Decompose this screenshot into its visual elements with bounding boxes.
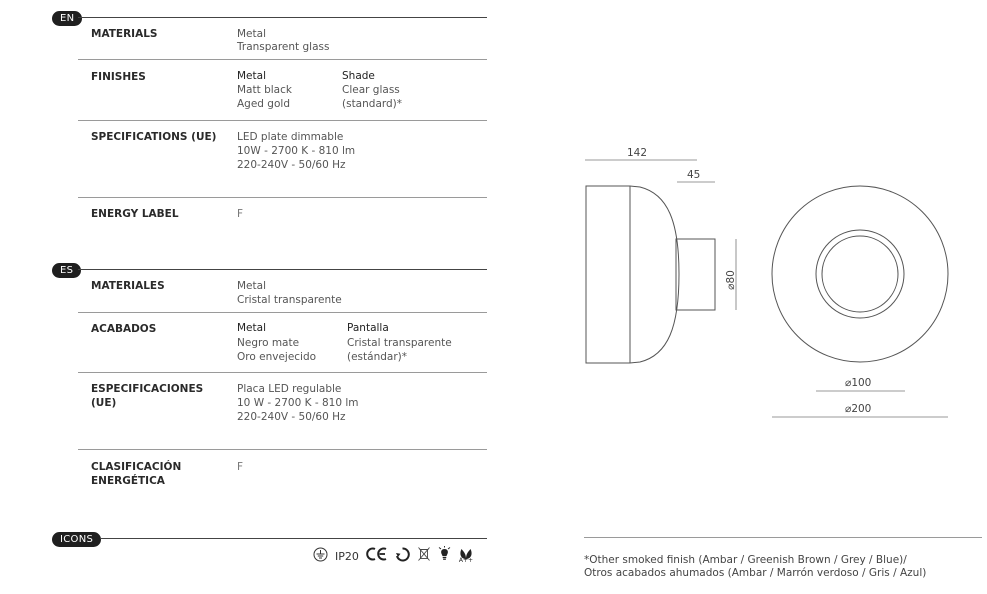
earth-ground-icon (313, 547, 328, 567)
energy-label-es-line2: ENERGÉTICA (91, 475, 165, 487)
finishes-col2-head-en: Shade (342, 70, 375, 82)
ip-rating-label: IP20 (335, 549, 359, 563)
row-divider (78, 59, 487, 60)
finishes-col2-value-en-1: Clear glass (342, 84, 400, 96)
energy-value-en: F (237, 208, 244, 220)
materials-value-es-1: Metal (237, 280, 266, 292)
side-view-shade (586, 186, 679, 363)
row-divider (78, 312, 487, 313)
finishes-col1-value-es-2: Oro envejecido (237, 351, 317, 363)
front-view-inner-circle (816, 230, 904, 318)
section-rule-en (78, 17, 487, 18)
materials-value-en-1: Metal (237, 28, 266, 40)
depth-total-label: 142 (627, 147, 648, 159)
section-tag-icons: ICONS (52, 532, 101, 547)
specs-value-en-2: 10W - 2700 K - 810 lm (237, 145, 356, 157)
footnote-line-en: *Other smoked finish (Ambar / Greenish Brown / Grey / Blue)/ (584, 554, 907, 566)
footnote (584, 554, 926, 580)
technical-drawing (570, 140, 970, 430)
depth-mount-label: 45 (687, 169, 701, 181)
energy-value-es: F (237, 461, 244, 473)
row-divider (78, 120, 487, 121)
side-view-mount (676, 239, 715, 310)
materials-label-en: MATERIALS (91, 28, 158, 40)
energy-label-es-line1: CLASIFICACIÓN (91, 461, 182, 473)
section-tag-es: ES (52, 263, 81, 278)
specs-label-es-line1: ESPECIFICACIONES (91, 383, 204, 395)
row-divider (78, 372, 487, 373)
section-tag-en: EN (52, 11, 82, 26)
specs-label-en: SPECIFICATIONS (UE) (91, 131, 217, 143)
crossed-bin-icon (417, 546, 431, 567)
ce-mark-icon (366, 547, 388, 566)
finishes-col2-value-es-1: Cristal transparente (347, 337, 452, 349)
finishes-col2-value-es-2: (estándar)* (347, 351, 407, 363)
energy-class-icon (458, 548, 474, 566)
specs-value-en-1: LED plate dimmable (237, 131, 344, 143)
recycle-icon (395, 547, 410, 567)
finishes-col2-head-es: Pantalla (347, 322, 389, 334)
outer-diameter-label: ⌀200 (845, 403, 872, 415)
finishes-col1-head-es: Metal (237, 322, 266, 334)
row-divider (78, 449, 487, 450)
led-bulb-icon (438, 546, 451, 567)
materials-value-en-2: Transparent glass (237, 41, 330, 53)
footnote-rule (584, 537, 982, 538)
energy-class-label: A++ (458, 556, 474, 564)
front-view-outer-circle (772, 186, 948, 362)
energy-label-en: ENERGY LABEL (91, 208, 179, 220)
materials-label-es: MATERIALES (91, 280, 165, 292)
materials-value-es-2: Cristal transparente (237, 294, 342, 306)
certification-icons (313, 546, 474, 567)
finishes-col1-value-es-1: Negro mate (237, 337, 300, 349)
specs-value-en-3: 220-240V - 50/60 Hz (237, 159, 346, 171)
footnote-line-es: Otros acabados ahumados (Ambar / Marrón verdoso / Gris / Azul) (584, 567, 927, 579)
finishes-label-es: ACABADOS (91, 323, 157, 335)
section-rule-es (78, 269, 487, 270)
finishes-col1-value-en-2: Aged gold (237, 98, 290, 110)
specs-value-es-1: Placa LED regulable (237, 383, 342, 395)
section-rule-icons (100, 538, 487, 539)
finishes-label-en: FINISHES (91, 71, 146, 83)
finishes-col1-value-en-1: Matt black (237, 84, 292, 96)
specs-value-es-2: 10 W - 2700 K - 810 lm (237, 397, 359, 409)
specs-value-es-3: 220-240V - 50/60 Hz (237, 411, 346, 423)
finishes-col2-value-en-2: (standard)* (342, 98, 403, 110)
row-divider (78, 197, 487, 198)
inner-diameter-label: ⌀100 (845, 377, 872, 389)
front-view-inner-ring (822, 236, 898, 312)
mount-diameter-label: ⌀80 (725, 270, 737, 290)
finishes-col1-head-en: Metal (237, 70, 266, 82)
specs-label-es-line2: (UE) (91, 397, 117, 409)
